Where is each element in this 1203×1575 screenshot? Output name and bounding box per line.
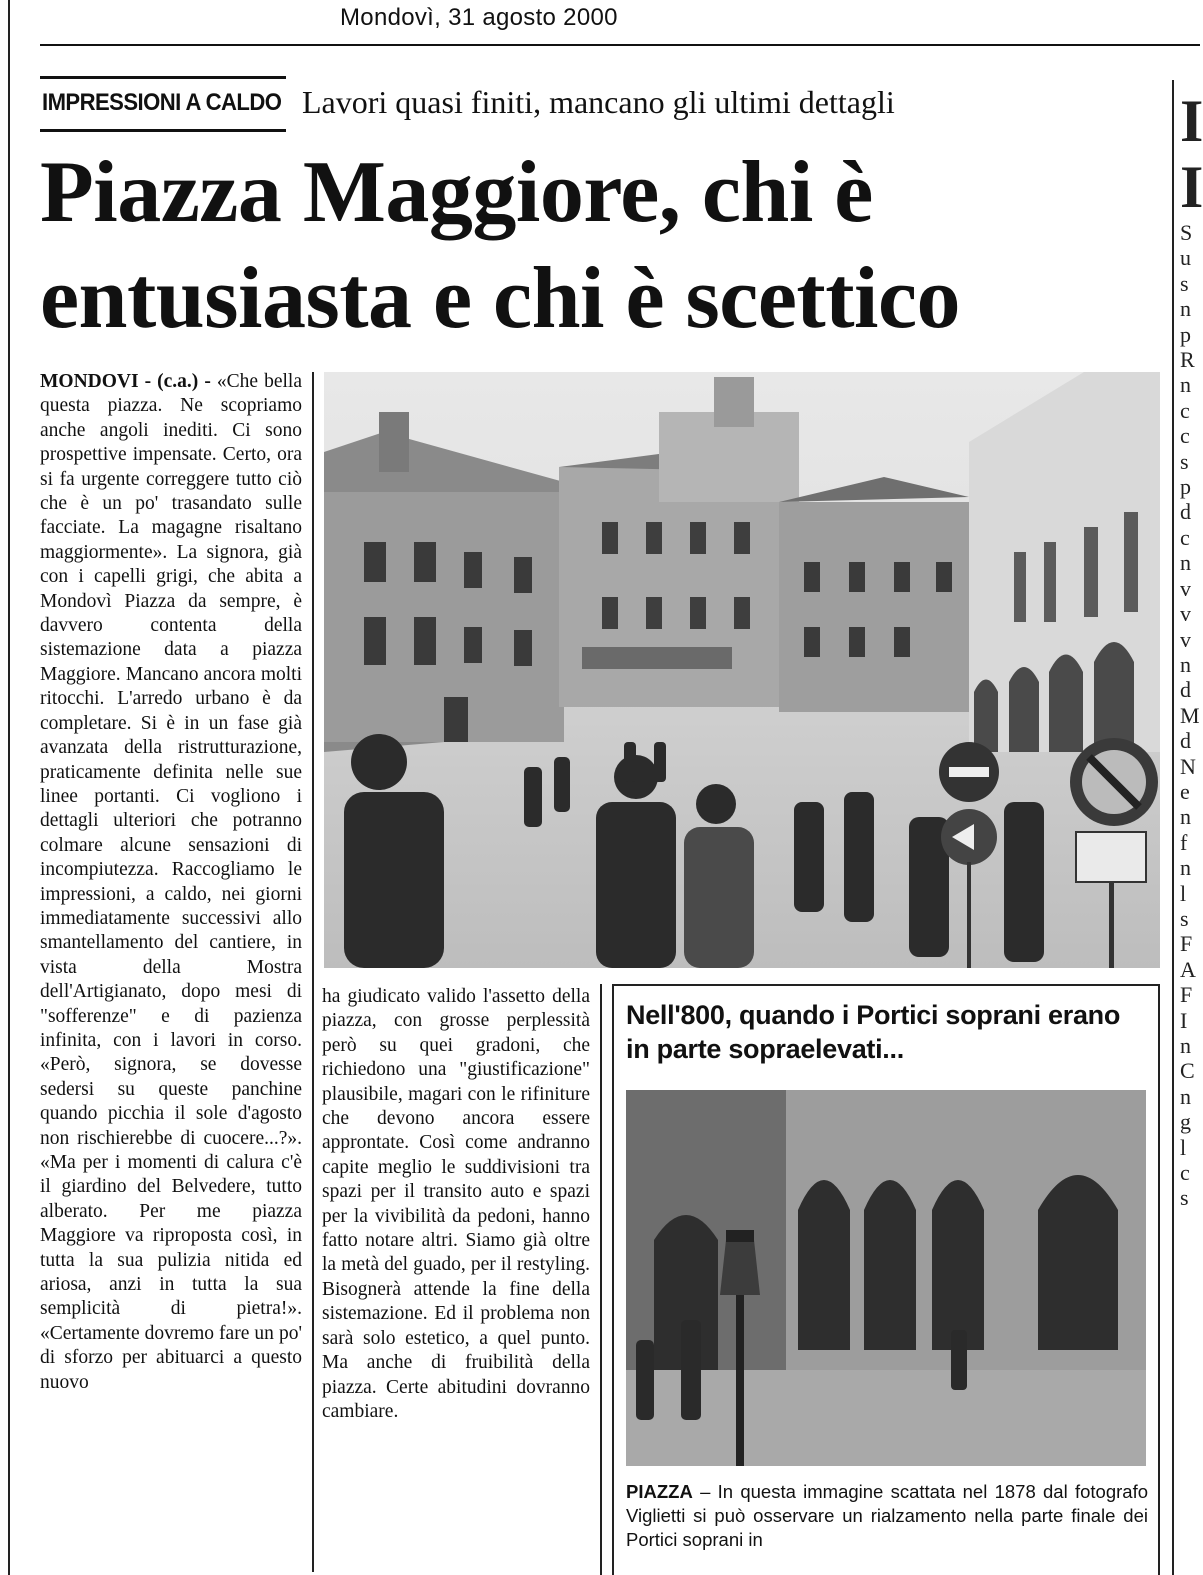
kicker-tag-label: IMPRESSIONI A CALDO <box>42 89 282 116</box>
adjacent-text-fragment: d <box>1180 728 1191 754</box>
adjacent-text-fragment: g <box>1180 1109 1191 1135</box>
article-text-left: «Che bella questa piazza. Ne scopriamo anche angoli inediti. Ci sono prospettive impensate. Certo, ora si fa urgente correggere tutto ciò che è un po' trasandato sulle facciate. La magagne risaltano maggiormente». La signora, già con i capelli grigi, che abita a Mondovì Piazza da sempre, è davvero contenta della sistemazione data a piazza Maggiore. Mancano ancora molti ritocchi. L'arredo urbano è da completare. Si è in un fase già avanzata della ristrutturazione, praticamente definita nelle sue linee portanti. Ci vogliono i dettagli ulteriori che potranno colmare alcune sensazioni di incompiutezza. Raccogliamo le impressioni, a caldo, nei giorni immediatamente successivi allo smantellamento del cantiere, in vista della Mostra dell'Artigianato, dopo mesi di "sofferenze" e di pazienza infinita, con i lavori in corso. «Però, signora, se dovesse sedersi su queste panchine quando picchia il sole d'agosto non rischierebbe di cuocere...?». «Ma per i momenti di calura c'è il giardino del Belvedere, tutto alberato. Per me piazza Maggiore va riproposta così, in tutta la sua pulizia nitida ed ariosa, anzi in tutta la sua semplicità di pietra!». «Certamente dovremo fare un po' di sforzo per abituarci a questo nuovo <box>40 371 302 1393</box>
adjacent-text-fragment: l <box>1180 1134 1187 1160</box>
column-rule-right <box>1172 80 1174 1575</box>
adjacent-text-fragment: s <box>1180 448 1189 474</box>
top-rule <box>40 44 1200 46</box>
adjacent-text-fragment: p <box>1180 321 1191 347</box>
kicker-tag <box>40 76 286 132</box>
adjacent-text-fragment: e <box>1180 778 1190 804</box>
adjacent-text-fragment: M <box>1180 702 1200 728</box>
adjacent-headline-letter: I <box>1180 154 1203 220</box>
adjacent-text-fragment: A <box>1180 956 1196 982</box>
adjacent-text-fragment: R <box>1180 347 1195 373</box>
piazza-photo <box>324 372 1160 968</box>
main-photo <box>324 372 1160 968</box>
photo-caption <box>626 1480 1148 1552</box>
adjacent-text-fragment: I <box>1180 1007 1188 1033</box>
portici-photo <box>626 1090 1146 1466</box>
adjacent-text-fragment: n <box>1180 651 1191 677</box>
article-body-middle: ha giudicato valido l'assetto della piazza, con grosse perplessità però su quei gradoni, che richiedono una "giustificazione" plausibile, magari con le rifiniture che devono ancora essere approntate. Così come andranno capite meglio le suddivisioni tra spazi per il transito auto e spazi per la vivibilità da pedoni, hanno fatto notare altri. Siamo già oltre la metà del guado, per il restyling. Bisognerà attende la fine della sistemazione. Ed il problema non sarà solo estetico, a quel punto. Ma anche di fruibilità della piazza. Certe abitudini dovranno cambiare. <box>322 986 590 1422</box>
adjacent-text-fragment: F <box>1180 931 1193 957</box>
adjacent-text-fragment: n <box>1180 804 1191 830</box>
adjacent-text-fragment: n <box>1180 855 1191 881</box>
adjacent-text-fragment: c <box>1180 524 1190 550</box>
caption-lead: PIAZZA <box>626 1481 693 1502</box>
adjacent-text-fragment: u <box>1180 245 1191 271</box>
adjacent-text-fragments <box>1180 220 1200 1211</box>
adjacent-text-fragment: n <box>1180 296 1191 322</box>
adjacent-text-fragment: c <box>1180 1160 1190 1186</box>
adjacent-text-fragment: n <box>1180 1083 1191 1109</box>
sidebar-box <box>612 984 1160 1575</box>
adjacent-text-fragment: C <box>1180 1058 1195 1084</box>
adjacent-headline-letter: I <box>1180 88 1203 154</box>
adjacent-text-fragment: v <box>1180 601 1191 627</box>
kicker: Lavori quasi finiti, mancano gli ultimi dettagli <box>302 84 895 120</box>
adjacent-text-fragment: s <box>1180 905 1189 931</box>
adjacent-text-fragment: S <box>1180 220 1193 245</box>
adjacent-text-fragment: d <box>1180 677 1191 703</box>
adjacent-text-fragment: n <box>1180 1033 1191 1058</box>
page-edge-rule <box>8 0 10 1575</box>
adjacent-text-fragment: s <box>1180 1185 1189 1211</box>
adjacent-text-fragment: v <box>1180 575 1191 601</box>
headline-line-2: entusiasta e chi è scettico <box>40 250 961 347</box>
sidebar-box-title: Nell'800, quando i Portici soprani erano in parte sopraelevati... <box>626 1000 1121 1064</box>
adjacent-text-fragment: d <box>1180 499 1191 525</box>
dateline: Mondovì, 31 agosto 2000 <box>340 4 618 31</box>
column-rule <box>600 984 602 1575</box>
adjacent-article-edge <box>1180 88 1203 1211</box>
historic-photo <box>626 1090 1146 1466</box>
adjacent-text-fragment: c <box>1180 397 1190 423</box>
adjacent-text-fragment: v <box>1180 626 1191 652</box>
adjacent-text-fragment: p <box>1180 474 1191 500</box>
adjacent-text-fragment: n <box>1180 372 1191 398</box>
article-body-left <box>40 370 302 1395</box>
adjacent-text-fragment: l <box>1180 880 1187 906</box>
column-rule <box>312 372 314 1572</box>
headline-line-1: Piazza Maggiore, chi è <box>40 144 873 241</box>
adjacent-text-fragment: n <box>1180 550 1191 576</box>
adjacent-text-fragment: F <box>1180 982 1193 1008</box>
adjacent-text-fragment: N <box>1180 753 1196 779</box>
adjacent-text-fragment: f <box>1180 829 1188 855</box>
dateline-place: MONDOVI - (c.a.) - <box>40 371 211 392</box>
adjacent-text-fragment: s <box>1180 270 1189 296</box>
adjacent-text-fragment: c <box>1180 423 1190 449</box>
headline <box>40 140 960 352</box>
caption-text: – In questa immagine scattata nel 1878 dal fotografo Viglietti si può osservare un rialzamento nella parte finale dei Portici soprani in <box>626 1481 1148 1550</box>
